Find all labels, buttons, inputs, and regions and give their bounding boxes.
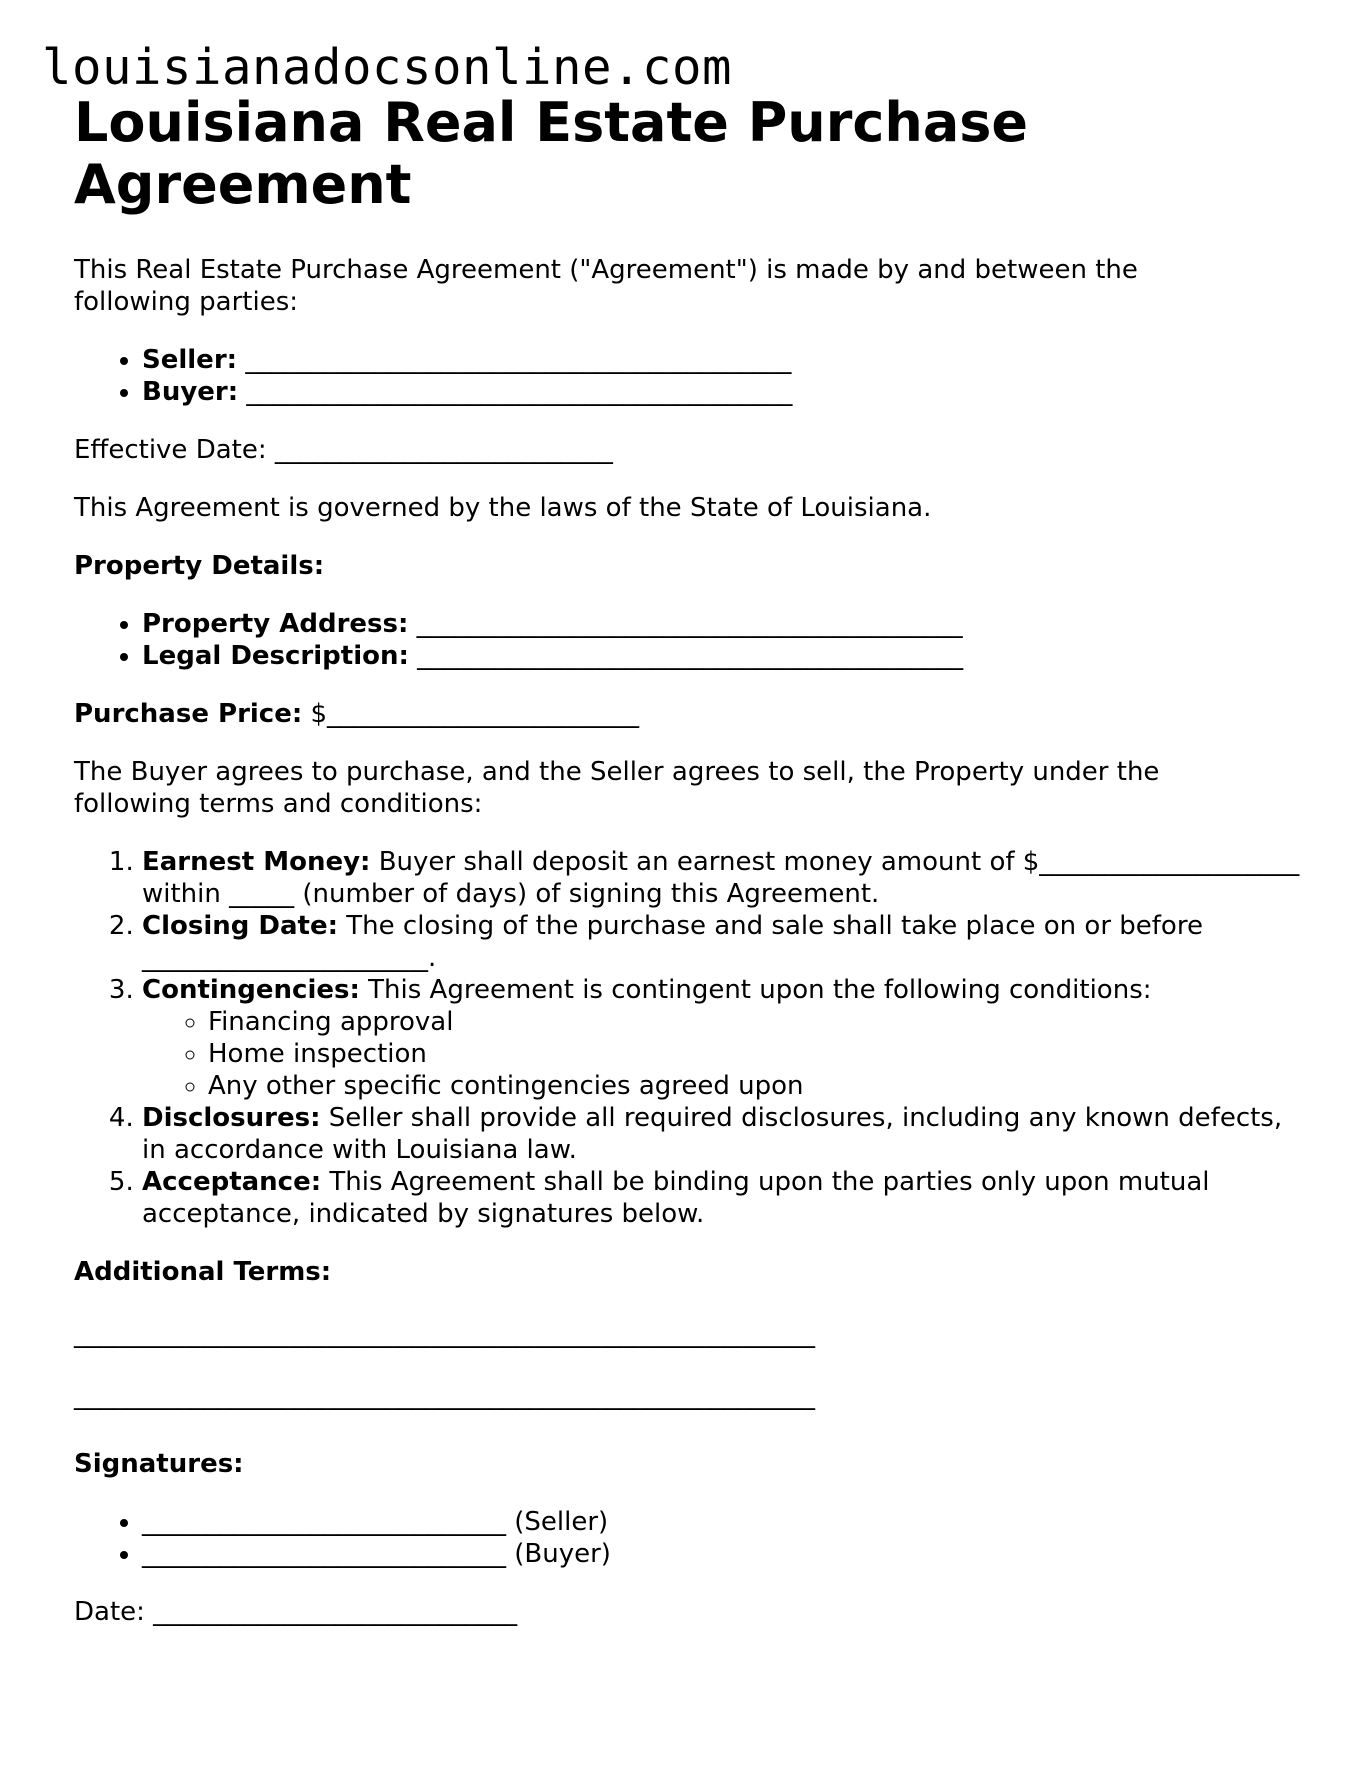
buyer-blank[interactable]: __________________________________________ bbox=[246, 377, 793, 407]
seller-item bbox=[142, 344, 1274, 376]
additional-terms-heading: Additional Terms: bbox=[74, 1257, 332, 1287]
term-disclosures bbox=[142, 1102, 1302, 1166]
property-heading: Property Details: bbox=[74, 551, 325, 581]
legal-description-item bbox=[142, 640, 1274, 672]
document-title: Louisiana Real Estate Purchase Agreement bbox=[74, 91, 1029, 216]
seller-signature-blank[interactable]: ____________________________ bbox=[142, 1507, 506, 1537]
contingencies-list bbox=[142, 1006, 1302, 1102]
parties-list bbox=[74, 344, 1274, 408]
contingency-item: ◦ Financing approval bbox=[208, 1006, 1302, 1038]
property-address-blank[interactable]: __________________________________________ bbox=[416, 609, 963, 639]
seller-label: Seller: bbox=[142, 345, 238, 375]
property-list bbox=[74, 608, 1274, 672]
property-address-label: Property Address: bbox=[142, 609, 409, 639]
term-label: Disclosures: bbox=[142, 1103, 321, 1133]
signatures-heading: Signatures: bbox=[74, 1449, 244, 1479]
terms-intro: The Buyer agrees to purchase, and the Seller agrees to sell, the Property under the following terms and conditions: bbox=[74, 757, 1160, 819]
term-label: Earnest Money: bbox=[142, 847, 371, 877]
buyer-label: Buyer: bbox=[142, 377, 239, 407]
term-earnest-money bbox=[142, 846, 1302, 910]
term-text: This Agreement is contingent upon the following conditions: bbox=[368, 975, 1152, 1005]
legal-description-blank[interactable]: __________________________________________ bbox=[417, 641, 964, 671]
seller-blank[interactable]: __________________________________________ bbox=[245, 345, 792, 375]
seller-signature-item bbox=[142, 1506, 1274, 1538]
term-acceptance bbox=[142, 1166, 1302, 1230]
term-text: Buyer shall deposit an earnest money amount of $____________________ within _____ (number of days) of signing this Agreement. bbox=[142, 847, 1300, 909]
purchase-price-blank[interactable]: $________________________ bbox=[310, 699, 640, 729]
buyer-role: (Buyer) bbox=[514, 1539, 611, 1569]
terms-list bbox=[74, 846, 1302, 1230]
term-label: Contingencies: bbox=[142, 975, 360, 1005]
additional-terms-line[interactable]: _________________________________________________________ bbox=[74, 1381, 815, 1411]
buyer-signature-item bbox=[142, 1538, 1274, 1570]
term-text: This Agreement shall be binding upon the parties only upon mutual acceptance, indicated by signatures below. bbox=[142, 1167, 1210, 1229]
buyer-signature-blank[interactable]: ____________________________ bbox=[142, 1539, 506, 1569]
contingency-item: ◦ Home inspection bbox=[208, 1038, 1302, 1070]
seller-role: (Seller) bbox=[514, 1507, 609, 1537]
intro-paragraph: This Real Estate Purchase Agreement ("Agreement") is made by and between the following parties: bbox=[74, 255, 1138, 317]
agreement-document bbox=[74, 91, 1300, 1628]
term-label: Closing Date: bbox=[142, 911, 339, 941]
term-contingencies bbox=[142, 974, 1302, 1102]
effective-date-line[interactable]: Effective Date: __________________________ bbox=[74, 435, 613, 465]
purchase-price-label: Purchase Price: bbox=[74, 699, 303, 729]
property-address-item bbox=[142, 608, 1274, 640]
term-closing-date bbox=[142, 910, 1302, 974]
purchase-price-line bbox=[74, 698, 1274, 730]
signatures-list bbox=[74, 1506, 1274, 1570]
term-text: Seller shall provide all required disclosures, including any known defects, in accordance with Louisiana law. bbox=[142, 1103, 1283, 1165]
governing-law: This Agreement is governed by the laws of the State of Louisiana. bbox=[74, 493, 932, 523]
signature-date-line[interactable]: Date: ____________________________ bbox=[74, 1597, 518, 1627]
legal-description-label: Legal Description: bbox=[142, 641, 409, 671]
additional-terms-line[interactable]: _________________________________________________________ bbox=[74, 1319, 815, 1349]
term-text: The closing of the purchase and sale shall take place on or before ______________________. bbox=[142, 911, 1203, 973]
contingency-item: ◦ Any other specific contingencies agreed upon bbox=[208, 1070, 1302, 1102]
website-watermark: louisianadocsonline.com bbox=[42, 39, 733, 96]
term-label: Acceptance: bbox=[142, 1167, 322, 1197]
buyer-item bbox=[142, 376, 1274, 408]
